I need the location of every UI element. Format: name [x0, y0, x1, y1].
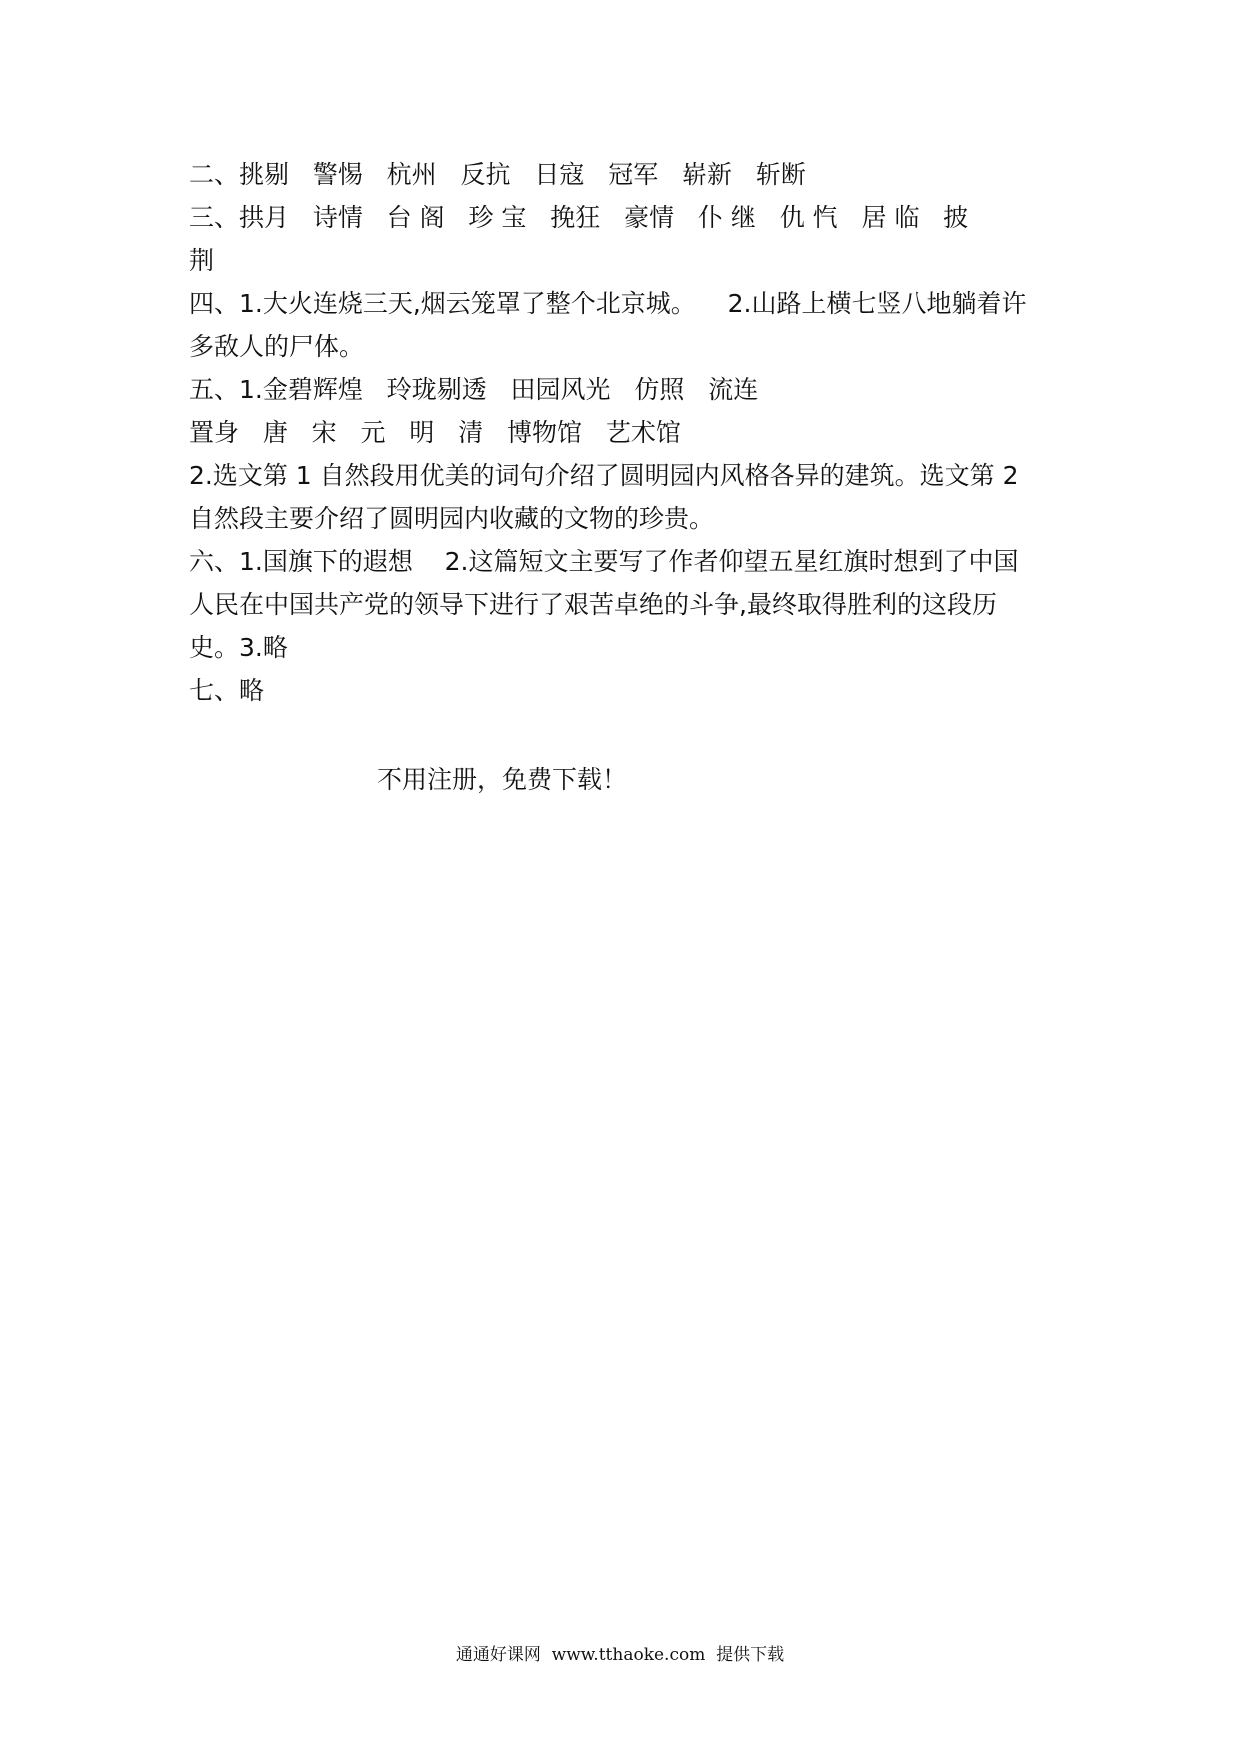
- answer-line-4-cont: 多敌人的尸体。: [189, 332, 365, 361]
- answer-line-6-cont: 人民在中国共产党的领导下进行了艰苦卓绝的斗争,最终取得胜利的这段历: [189, 590, 997, 619]
- answer-line-6: 六、1.国旗下的遐想 2.这篇短文主要写了作者仰望五星红旗时想到了中国: [189, 547, 1019, 576]
- answer-line-5: 五、1.金碧辉煌 玲珑剔透 田园风光 仿照 流连: [189, 375, 759, 404]
- answer-line-5-part2-cont: 自然段主要介绍了圆明园内收藏的文物的珍贵。: [189, 504, 715, 533]
- answer-line-5-cont: 置身 唐 宋 元 明 清 博物馆 艺术馆: [189, 418, 681, 447]
- answer-line-3: 三、拱月 诗情 台 阁 珍 宝 挽狂 豪情 仆 继 仇 忾 居 临 披: [189, 203, 969, 232]
- answer-line-7: 七、略: [189, 676, 265, 705]
- answer-line-2: 二、挑剔 警惕 杭州 反抗 日寇 冠军 崭新 斩断: [189, 160, 806, 189]
- answer-text-block: [189, 153, 1027, 712]
- page-footer: 通通好课网 www.tthaoke.com 提供下载: [455, 1645, 785, 1665]
- answer-line-6-cont2: 史。3.略: [189, 633, 288, 662]
- answer-line-5-part2: 2.选文第 1 自然段用优美的词句介绍了圆明园内风格各异的建筑。选文第 2: [189, 461, 1019, 490]
- free-download-notice: 不用注册，免费下载！: [377, 765, 628, 794]
- answer-line-4: 四、1.大火连烧三天,烟云笼罩了整个北京城。 2.山路上横七竖八地躺着许: [189, 289, 1027, 318]
- answer-line-3-cont: 荆: [189, 246, 215, 275]
